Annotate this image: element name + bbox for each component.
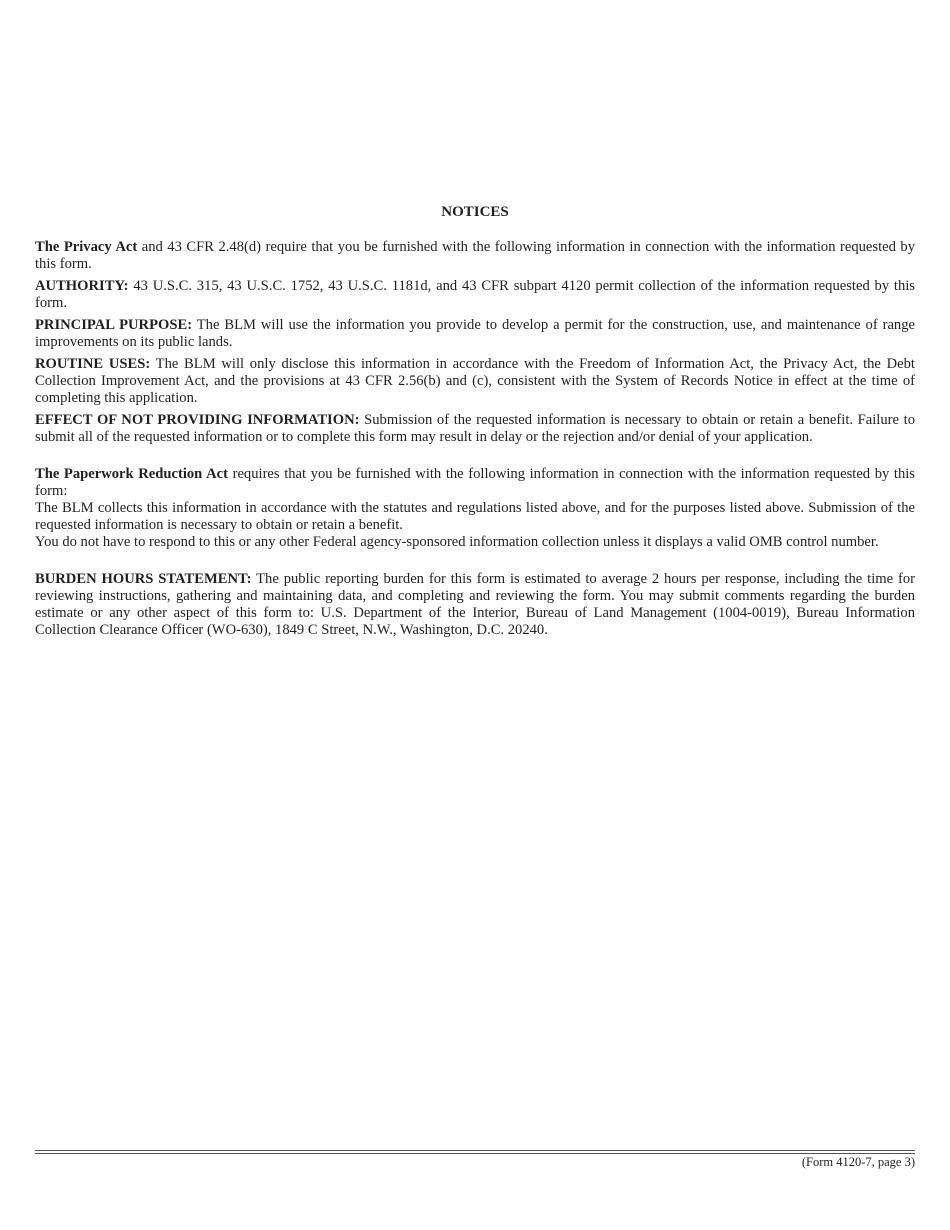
effect-text: Submission of the requested information is necessary to obtain or retain a benefit. Failure to submit all of the requested information or to complete this form may result in delay or the rejection and/or denial of your application. <box>35 412 915 445</box>
burden-hours-text: The public reporting burden for this form is estimated to average 2 hours per response, including the time for reviewing instructions, gathering and maintaining data, and completing and reviewing the form. You may submit comments regarding the burden estimate or any other aspect of this form to: U.S. Department of the Interior, Bureau of Land Management (1004-0019), Bureau Information Collection Clearance Officer (WO-630), 1849 C Street, N.W., Washington, D.C. 20240. <box>35 571 915 638</box>
paperwork-reduction-paragraph <box>35 466 915 500</box>
page-title: NOTICES <box>441 204 509 220</box>
effect-paragraph <box>35 412 915 446</box>
notices-content <box>35 239 915 639</box>
principal-purpose-paragraph <box>35 317 915 351</box>
principal-purpose-text: The BLM will use the information you provide to develop a permit for the construction, use, and maintenance of range improvements on its public lands. <box>35 317 915 350</box>
routine-uses-paragraph <box>35 356 915 407</box>
authority-lead: AUTHORITY: <box>35 278 129 294</box>
privacy-act-lead: The Privacy Act <box>35 239 138 255</box>
routine-uses-lead: ROUTINE USES: <box>35 356 151 372</box>
omb-control-paragraph: You do not have to respond to this or any other Federal agency-sponsored information collection unless it displays a valid OMB control number. <box>35 534 879 550</box>
paperwork-collection-paragraph: The BLM collects this information in accordance with the statutes and regulations listed above, and for the purposes listed above. Submission of the requested information is necessary to obtain or retain a benefit. <box>35 500 915 533</box>
burden-hours-lead: BURDEN HOURS STATEMENT: <box>35 571 252 587</box>
principal-purpose-lead: PRINCIPAL PURPOSE: <box>35 317 193 333</box>
authority-paragraph <box>35 278 915 312</box>
effect-lead: EFFECT OF NOT PROVIDING INFORMATION: <box>35 412 360 428</box>
burden-hours-paragraph <box>35 571 915 639</box>
privacy-act-text: and 43 CFR 2.48(d) require that you be furnished with the following information in connection with the information requested by this form. <box>35 239 915 272</box>
footer-divider-top <box>35 1150 915 1151</box>
paperwork-reduction-lead: The Paperwork Reduction Act <box>35 466 228 482</box>
privacy-act-paragraph <box>35 239 915 273</box>
form-page-label: (Form 4120-7, page 3) <box>801 1155 915 1169</box>
authority-text: 43 U.S.C. 315, 43 U.S.C. 1752, 43 U.S.C. 1181d, and 43 CFR subpart 4120 permit collection of the information requested by this form. <box>35 278 915 311</box>
routine-uses-text: The BLM will only disclose this information in accordance with the Freedom of Information Act, the Privacy Act, the Debt Collection Improvement Act, and the provisions at 43 CFR 2.56(b) and (c), consistent with the System of Records Notice in effect at the time of completing this application. <box>35 356 915 406</box>
footer-divider-bottom <box>35 1153 915 1154</box>
paperwork-reduction-text: requires that you be furnished with the following information in connection with the information requested by this form: <box>35 466 915 499</box>
